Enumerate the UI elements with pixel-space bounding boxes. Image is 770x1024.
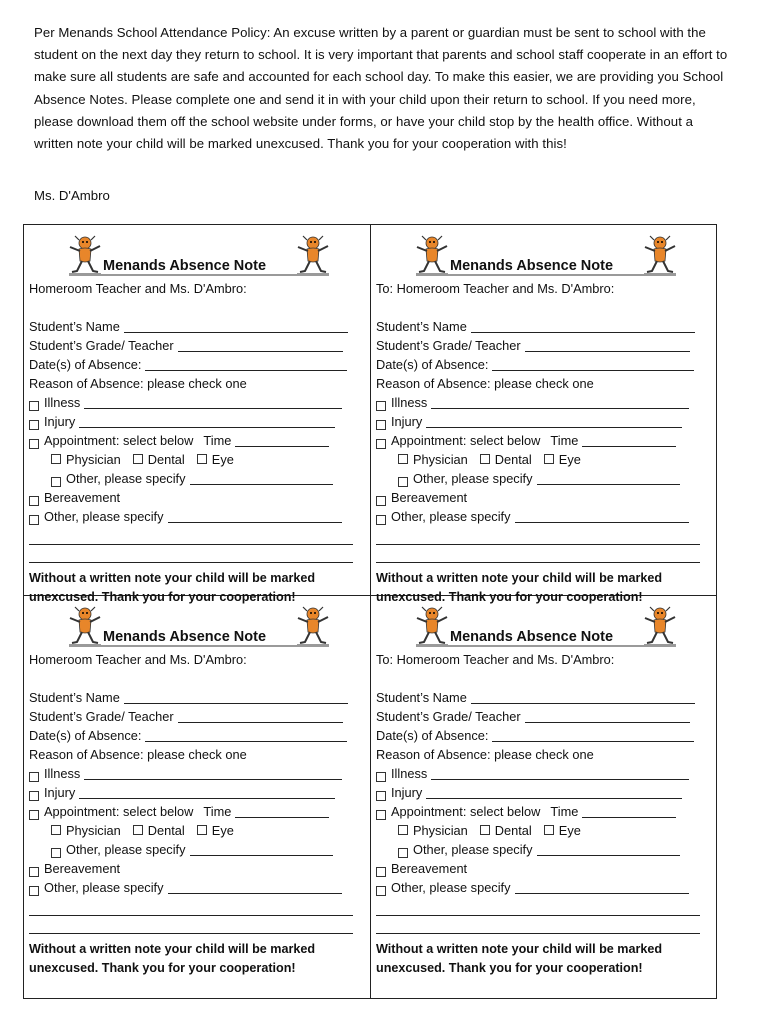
note-text-other-specify: Other, please specify bbox=[44, 880, 164, 895]
header-rule bbox=[69, 274, 329, 276]
note-text-illness: Illness bbox=[44, 766, 81, 781]
illness-option[interactable] bbox=[29, 393, 342, 412]
note-text-dates: Date(s) of Absence: bbox=[376, 728, 489, 743]
checkbox-icon[interactable] bbox=[197, 454, 207, 464]
note-text-dental: Dental bbox=[494, 823, 532, 838]
note-text-dates: Date(s) of Absence: bbox=[29, 728, 142, 743]
bereavement-option[interactable] bbox=[29, 859, 120, 878]
bereavement-option[interactable] bbox=[29, 488, 120, 507]
eye-option[interactable] bbox=[197, 450, 234, 469]
blank-line[interactable] bbox=[376, 915, 700, 916]
warning-text bbox=[29, 940, 315, 978]
checkbox-icon[interactable] bbox=[398, 825, 408, 835]
checkbox-icon[interactable] bbox=[29, 401, 39, 411]
checkbox-icon[interactable] bbox=[29, 496, 39, 506]
blank-line[interactable] bbox=[376, 544, 700, 545]
note-text-dental: Dental bbox=[147, 823, 185, 838]
note-title: Menands Absence Note bbox=[103, 258, 267, 274]
note-text-warning-1: Without a written note your child will be marked bbox=[29, 571, 316, 585]
appointment-other-option[interactable] bbox=[51, 469, 333, 488]
checkbox-icon[interactable] bbox=[51, 454, 61, 464]
note-text-warning-1: Without a written note your child will be marked bbox=[376, 942, 663, 956]
blank-line[interactable] bbox=[29, 562, 353, 563]
note-title: Menands Absence Note bbox=[450, 258, 614, 274]
absence-note-3 bbox=[29, 605, 367, 975]
grade-teacher-field[interactable] bbox=[29, 707, 343, 726]
note-text-reason: Reason of Absence: please check one bbox=[29, 747, 247, 762]
note-text-warning-2: unexcused. Thank you for your cooperation! bbox=[29, 961, 296, 975]
checkbox-icon[interactable] bbox=[376, 867, 386, 877]
mascot-icon bbox=[640, 234, 680, 276]
appointment-other-option[interactable] bbox=[398, 840, 680, 859]
dates-absence-field[interactable] bbox=[376, 355, 694, 374]
note-text-appointment: Appointment: select below bbox=[44, 804, 194, 819]
warning-text bbox=[376, 940, 662, 978]
note-text-time: Time bbox=[550, 433, 579, 448]
bereavement-option[interactable] bbox=[376, 488, 467, 507]
note-text-reason: Reason of Absence: please check one bbox=[376, 747, 594, 762]
note-title: Menands Absence Note bbox=[450, 629, 614, 645]
policy-paragraph: Per Menands School Attendance Policy: An excuse written by a parent or guardian must be sent to school with the student on the next day they return to school. It is very important that parents and school staff cooperate in an effort to make sure all students are safe and accounted for each school day. To make this easier, we are providing you School Absence Notes. Please complete one and send it in with your child upon their return to school. If you need more, please download them off the school website under forms, or have your child stop by the health office. Without a written note your child will be marked unexcused. Thank you for your cooperation with this! bbox=[34, 25, 728, 152]
checkbox-icon[interactable] bbox=[197, 825, 207, 835]
note-text-warning-1: Without a written note your child will be marked bbox=[29, 942, 316, 956]
blank-line[interactable] bbox=[376, 562, 700, 563]
note-text-eye: Eye bbox=[558, 823, 581, 838]
checkbox-icon[interactable] bbox=[398, 848, 408, 858]
illness-option[interactable] bbox=[376, 764, 689, 783]
note-text-appointment: Appointment: select below bbox=[44, 433, 194, 448]
appointment-types bbox=[51, 821, 246, 840]
dental-option[interactable] bbox=[480, 821, 532, 840]
checkbox-icon[interactable] bbox=[398, 477, 408, 487]
header-rule bbox=[416, 274, 676, 276]
dental-option[interactable] bbox=[480, 450, 532, 469]
mascot-icon bbox=[65, 234, 105, 276]
dental-option[interactable] bbox=[133, 821, 185, 840]
checkbox-icon[interactable] bbox=[29, 791, 39, 801]
note-text-reason: Reason of Absence: please check one bbox=[29, 376, 247, 391]
blank-line[interactable] bbox=[29, 915, 353, 916]
eye-option[interactable] bbox=[544, 821, 581, 840]
appointment-option[interactable] bbox=[29, 431, 329, 450]
note-text-eye: Eye bbox=[211, 452, 234, 467]
mascot-icon bbox=[640, 605, 680, 647]
mascot-icon bbox=[412, 234, 452, 276]
appointment-option[interactable] bbox=[376, 802, 676, 821]
note-text-other-specify: Other, please specify bbox=[391, 880, 511, 895]
reason-label bbox=[29, 745, 247, 764]
grade-teacher-field[interactable] bbox=[29, 336, 343, 355]
note-text-bereavement: Bereavement bbox=[44, 490, 121, 505]
note-text-physician: Physician bbox=[66, 823, 121, 838]
note-text-illness: Illness bbox=[44, 395, 81, 410]
note-header bbox=[412, 234, 680, 276]
checkbox-icon[interactable] bbox=[376, 401, 386, 411]
note-text-grade-teacher: Student’s Grade/ Teacher bbox=[29, 709, 174, 724]
student-name-field[interactable] bbox=[376, 688, 695, 707]
note-text-student-name: Student’s Name bbox=[376, 319, 467, 334]
dates-absence-field[interactable] bbox=[29, 355, 347, 374]
physician-option[interactable] bbox=[51, 821, 121, 840]
eye-option[interactable] bbox=[544, 450, 581, 469]
warning-text bbox=[376, 569, 662, 607]
other-option[interactable] bbox=[376, 507, 689, 526]
other-option[interactable] bbox=[376, 878, 689, 897]
note-text-injury: Injury bbox=[44, 414, 76, 429]
checkbox-icon[interactable] bbox=[29, 772, 39, 782]
note-text-time: Time bbox=[550, 804, 579, 819]
note-text-to: Homeroom Teacher and Ms. D'Ambro: bbox=[29, 652, 247, 667]
warning-text bbox=[29, 569, 315, 607]
checkbox-icon[interactable] bbox=[29, 886, 39, 896]
checkbox-icon[interactable] bbox=[29, 420, 39, 430]
note-text-time: Time bbox=[203, 433, 232, 448]
dates-absence-field[interactable] bbox=[29, 726, 347, 745]
note-text-warning-1: Without a written note your child will be marked bbox=[376, 571, 663, 585]
appointment-types bbox=[398, 450, 593, 469]
note-header bbox=[65, 234, 333, 276]
checkbox-icon[interactable] bbox=[51, 848, 61, 858]
checkbox-icon[interactable] bbox=[29, 515, 39, 525]
injury-option[interactable] bbox=[29, 783, 335, 802]
note-text-other-specify-sub: Other, please specify bbox=[413, 471, 533, 486]
note-text-to: Homeroom Teacher and Ms. D'Ambro: bbox=[29, 281, 247, 296]
note-text-bereavement: Bereavement bbox=[391, 861, 468, 876]
note-recipient bbox=[376, 650, 614, 669]
grade-teacher-field[interactable] bbox=[376, 336, 690, 355]
checkbox-icon[interactable] bbox=[376, 886, 386, 896]
appointment-types bbox=[51, 450, 246, 469]
appointment-types bbox=[398, 821, 593, 840]
note-text-injury: Injury bbox=[391, 414, 423, 429]
checkbox-icon[interactable] bbox=[544, 825, 554, 835]
note-text-eye: Eye bbox=[211, 823, 234, 838]
note-text-reason: Reason of Absence: please check one bbox=[376, 376, 594, 391]
note-text-bereavement: Bereavement bbox=[44, 861, 121, 876]
note-text-other-specify-sub: Other, please specify bbox=[413, 842, 533, 857]
injury-option[interactable] bbox=[376, 412, 682, 431]
note-text-physician: Physician bbox=[413, 452, 468, 467]
note-text-other-specify-sub: Other, please specify bbox=[66, 842, 186, 857]
injury-option[interactable] bbox=[376, 783, 682, 802]
appointment-option[interactable] bbox=[376, 431, 676, 450]
note-text-dental: Dental bbox=[494, 452, 532, 467]
note-text-grade-teacher: Student’s Grade/ Teacher bbox=[376, 338, 521, 353]
note-text-student-name: Student’s Name bbox=[29, 319, 120, 334]
note-text-warning-2: unexcused. Thank you for your cooperation! bbox=[376, 961, 643, 975]
student-name-field[interactable] bbox=[29, 688, 348, 707]
header-rule bbox=[416, 645, 676, 647]
note-text-bereavement: Bereavement bbox=[391, 490, 468, 505]
eye-option[interactable] bbox=[197, 821, 234, 840]
checkbox-icon[interactable] bbox=[544, 454, 554, 464]
checkbox-icon[interactable] bbox=[133, 454, 143, 464]
note-recipient bbox=[376, 279, 614, 298]
physician-option[interactable] bbox=[51, 450, 121, 469]
note-text-injury: Injury bbox=[44, 785, 76, 800]
checkbox-icon[interactable] bbox=[376, 439, 386, 449]
grid-divider-vertical bbox=[370, 225, 371, 998]
note-title: Menands Absence Note bbox=[103, 629, 267, 645]
other-option[interactable] bbox=[29, 507, 342, 526]
note-text-appointment: Appointment: select below bbox=[391, 433, 541, 448]
checkbox-icon[interactable] bbox=[376, 772, 386, 782]
mascot-icon bbox=[65, 605, 105, 647]
note-text-other-specify: Other, please specify bbox=[44, 509, 164, 524]
physician-option[interactable] bbox=[398, 450, 468, 469]
reason-label bbox=[376, 745, 594, 764]
blank-line[interactable] bbox=[29, 544, 353, 545]
note-text-dates: Date(s) of Absence: bbox=[29, 357, 142, 372]
checkbox-icon[interactable] bbox=[51, 825, 61, 835]
note-text-to: To: Homeroom Teacher and Ms. D'Ambro: bbox=[376, 281, 615, 296]
note-text-other-specify-sub: Other, please specify bbox=[66, 471, 186, 486]
note-text-dental: Dental bbox=[147, 452, 185, 467]
checkbox-icon[interactable] bbox=[376, 420, 386, 430]
note-text-student-name: Student’s Name bbox=[376, 690, 467, 705]
note-text-grade-teacher: Student’s Grade/ Teacher bbox=[29, 338, 174, 353]
blank-line[interactable] bbox=[376, 933, 700, 934]
bereavement-option[interactable] bbox=[376, 859, 467, 878]
policy-intro bbox=[34, 22, 734, 155]
note-header bbox=[412, 605, 680, 647]
mascot-icon bbox=[293, 234, 333, 276]
illness-option[interactable] bbox=[376, 393, 689, 412]
checkbox-icon[interactable] bbox=[376, 791, 386, 801]
grade-teacher-field[interactable] bbox=[376, 707, 690, 726]
reason-label bbox=[29, 374, 247, 393]
note-text-warning-2: unexcused. Thank you for your cooperation! bbox=[29, 590, 296, 604]
checkbox-icon[interactable] bbox=[29, 867, 39, 877]
note-text-eye: Eye bbox=[558, 452, 581, 467]
note-header bbox=[65, 605, 333, 647]
student-name-field[interactable] bbox=[376, 317, 695, 336]
physician-option[interactable] bbox=[398, 821, 468, 840]
illness-option[interactable] bbox=[29, 764, 342, 783]
note-text-appointment: Appointment: select below bbox=[391, 804, 541, 819]
absence-note-4 bbox=[376, 605, 714, 975]
mascot-icon bbox=[293, 605, 333, 647]
checkbox-icon[interactable] bbox=[29, 810, 39, 820]
mascot-icon bbox=[412, 605, 452, 647]
reason-label bbox=[376, 374, 594, 393]
checkbox-icon[interactable] bbox=[376, 810, 386, 820]
checkbox-icon[interactable] bbox=[133, 825, 143, 835]
note-text-injury: Injury bbox=[391, 785, 423, 800]
dental-option[interactable] bbox=[133, 450, 185, 469]
checkbox-icon[interactable] bbox=[376, 515, 386, 525]
blank-line[interactable] bbox=[29, 933, 353, 934]
checkbox-icon[interactable] bbox=[480, 454, 490, 464]
note-text-grade-teacher: Student’s Grade/ Teacher bbox=[376, 709, 521, 724]
note-recipient bbox=[29, 650, 247, 669]
appointment-other-option[interactable] bbox=[398, 469, 680, 488]
note-text-time: Time bbox=[203, 804, 232, 819]
checkbox-icon[interactable] bbox=[376, 496, 386, 506]
absence-note-2 bbox=[376, 234, 714, 604]
note-text-physician: Physician bbox=[413, 823, 468, 838]
student-name-field[interactable] bbox=[29, 317, 348, 336]
checkbox-icon[interactable] bbox=[51, 477, 61, 487]
checkbox-icon[interactable] bbox=[398, 454, 408, 464]
appointment-other-option[interactable] bbox=[51, 840, 333, 859]
note-text-student-name: Student’s Name bbox=[29, 690, 120, 705]
note-text-physician: Physician bbox=[66, 452, 121, 467]
appointment-option[interactable] bbox=[29, 802, 329, 821]
note-recipient bbox=[29, 279, 247, 298]
note-text-to: To: Homeroom Teacher and Ms. D'Ambro: bbox=[376, 652, 615, 667]
note-text-dates: Date(s) of Absence: bbox=[376, 357, 489, 372]
note-text-other-specify: Other, please specify bbox=[391, 509, 511, 524]
note-text-illness: Illness bbox=[391, 395, 428, 410]
injury-option[interactable] bbox=[29, 412, 335, 431]
checkbox-icon[interactable] bbox=[29, 439, 39, 449]
header-rule bbox=[69, 645, 329, 647]
checkbox-icon[interactable] bbox=[480, 825, 490, 835]
note-text-warning-2: unexcused. Thank you for your cooperation! bbox=[376, 590, 643, 604]
dates-absence-field[interactable] bbox=[376, 726, 694, 745]
other-option[interactable] bbox=[29, 878, 342, 897]
note-text-illness: Illness bbox=[391, 766, 428, 781]
absence-note-1 bbox=[29, 234, 367, 604]
signature: Ms. D'Ambro bbox=[34, 188, 110, 203]
